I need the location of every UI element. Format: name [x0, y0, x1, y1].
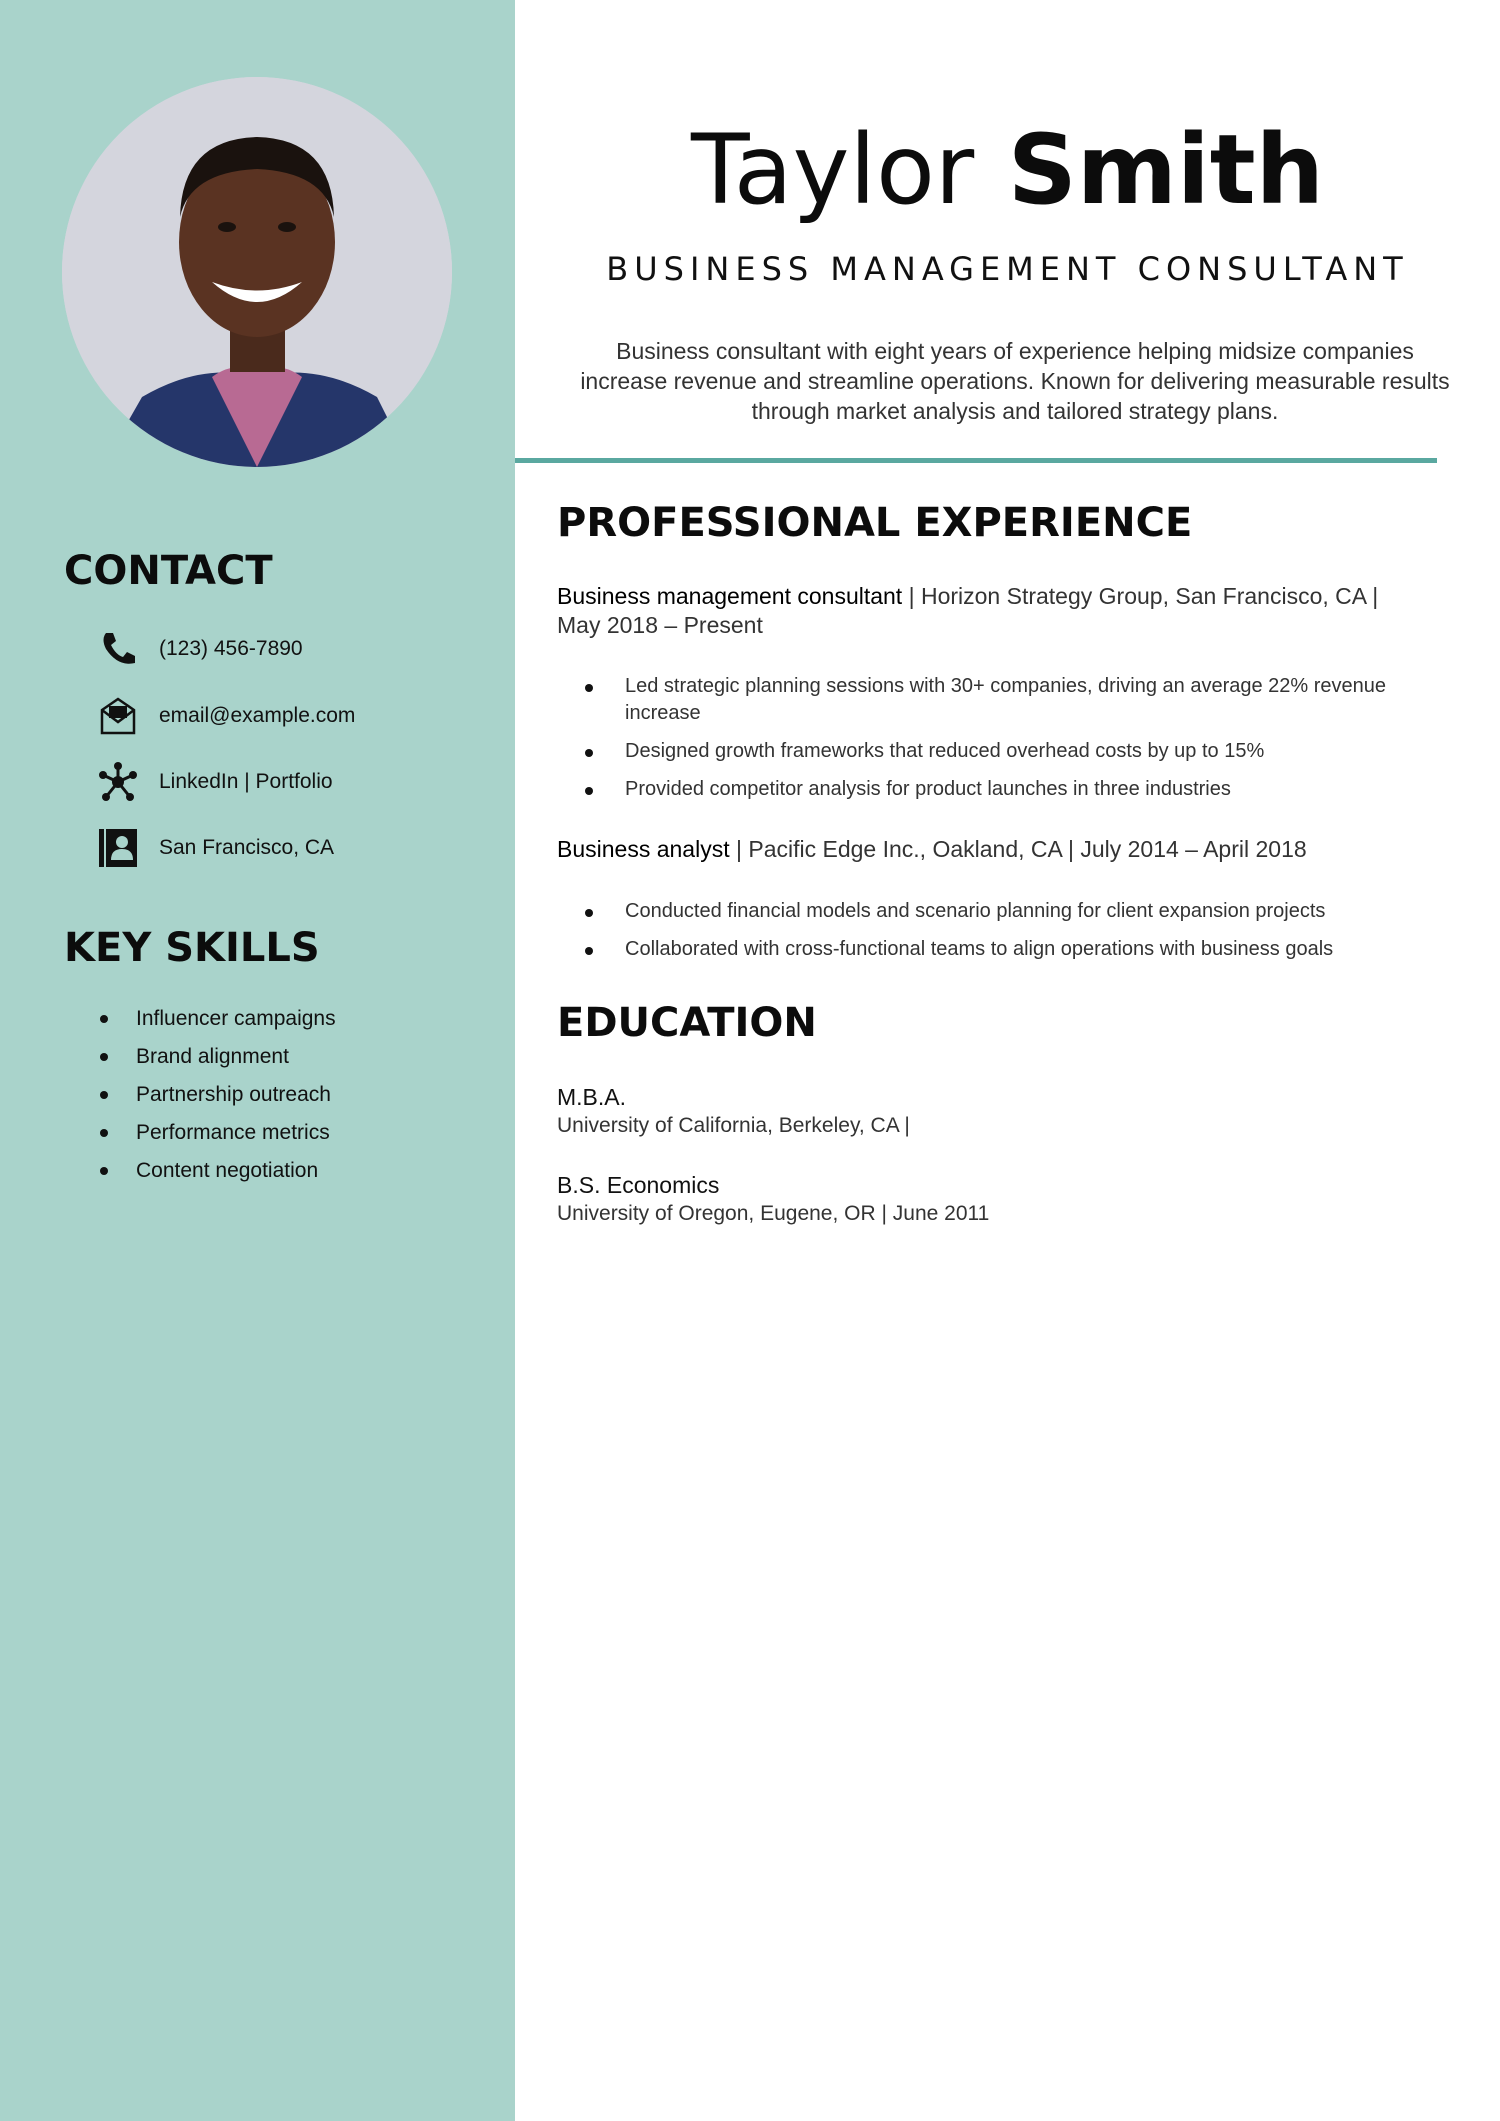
job-1-bullets: [585, 673, 1415, 814]
skills-heading: KEY SKILLS: [64, 925, 320, 971]
job-2-role: Business analyst: [557, 836, 730, 862]
address-book-icon: [95, 825, 141, 871]
school-2: University of Oregon, Eugene, OR | June 2011: [557, 1202, 990, 1225]
experience-heading: PROFESSIONAL EXPERIENCE: [557, 500, 1193, 546]
last-name: Smith: [1007, 114, 1324, 226]
contact-location: [95, 825, 334, 871]
degree-1: M.B.A.: [557, 1084, 627, 1110]
candidate-name: [515, 110, 1500, 230]
network-icon: [95, 759, 141, 805]
list-item: Designed growth frameworks that reduced overhead costs by up to 15%: [585, 738, 1415, 765]
skill-item: Content negotiation: [100, 1152, 336, 1190]
education-heading: EDUCATION: [557, 1000, 817, 1046]
job-1-role: Business management consultant: [557, 583, 903, 609]
list-item: Conducted financial models and scenario planning for client expansion projects: [585, 898, 1415, 925]
job-1-line: [557, 582, 1417, 640]
job-1-details: | Horizon Strategy Group, San Francisco, CA | May 2018 – Present: [557, 583, 1379, 638]
school-1: University of California, Berkeley, CA |: [557, 1114, 910, 1137]
contact-phone: [95, 626, 303, 672]
header-divider: [515, 458, 1437, 463]
skill-item: Partnership outreach: [100, 1076, 336, 1114]
list-item: Led strategic planning sessions with 30+ companies, driving an average 22% revenue increase: [585, 673, 1415, 727]
contact-heading: CONTACT: [64, 548, 273, 594]
skill-item: Performance metrics: [100, 1114, 336, 1152]
sidebar: [0, 0, 515, 2121]
job-title: BUSINESS MANAGEMENT CONSULTANT: [606, 250, 1409, 288]
summary-text: Business consultant with eight years of experience helping midsize companies increase revenue and streamline operations. Known for delivering measurable results through market analysis and tailored strategy plans.: [580, 338, 1450, 424]
skill-item: Influencer campaigns: [100, 1000, 336, 1038]
job-2-bullets: [585, 898, 1415, 974]
job-2-details: | Pacific Edge Inc., Oakland, CA | July 2014 – April 2018: [729, 836, 1307, 862]
skills-list: [100, 1000, 336, 1190]
list-item: Collaborated with cross-functional teams to align operations with business goals: [585, 936, 1415, 963]
degree-2: B.S. Economics: [557, 1172, 720, 1198]
profile-photo: [62, 77, 452, 467]
links-text[interactable]: LinkedIn | Portfolio: [159, 770, 333, 793]
first-name: Taylor: [691, 114, 975, 226]
contact-links[interactable]: [95, 759, 333, 805]
location-text: San Francisco, CA: [159, 836, 335, 859]
phone-text: (123) 456-7890: [159, 637, 303, 660]
skill-item: Brand alignment: [100, 1038, 336, 1076]
list-item: Provided competitor analysis for product launches in three industries: [585, 776, 1415, 803]
envelope-icon: [95, 693, 141, 739]
email-text[interactable]: email@example.com: [159, 704, 356, 727]
contact-email[interactable]: [95, 693, 355, 739]
job-2-line: [557, 835, 1417, 864]
phone-icon: [95, 626, 141, 672]
